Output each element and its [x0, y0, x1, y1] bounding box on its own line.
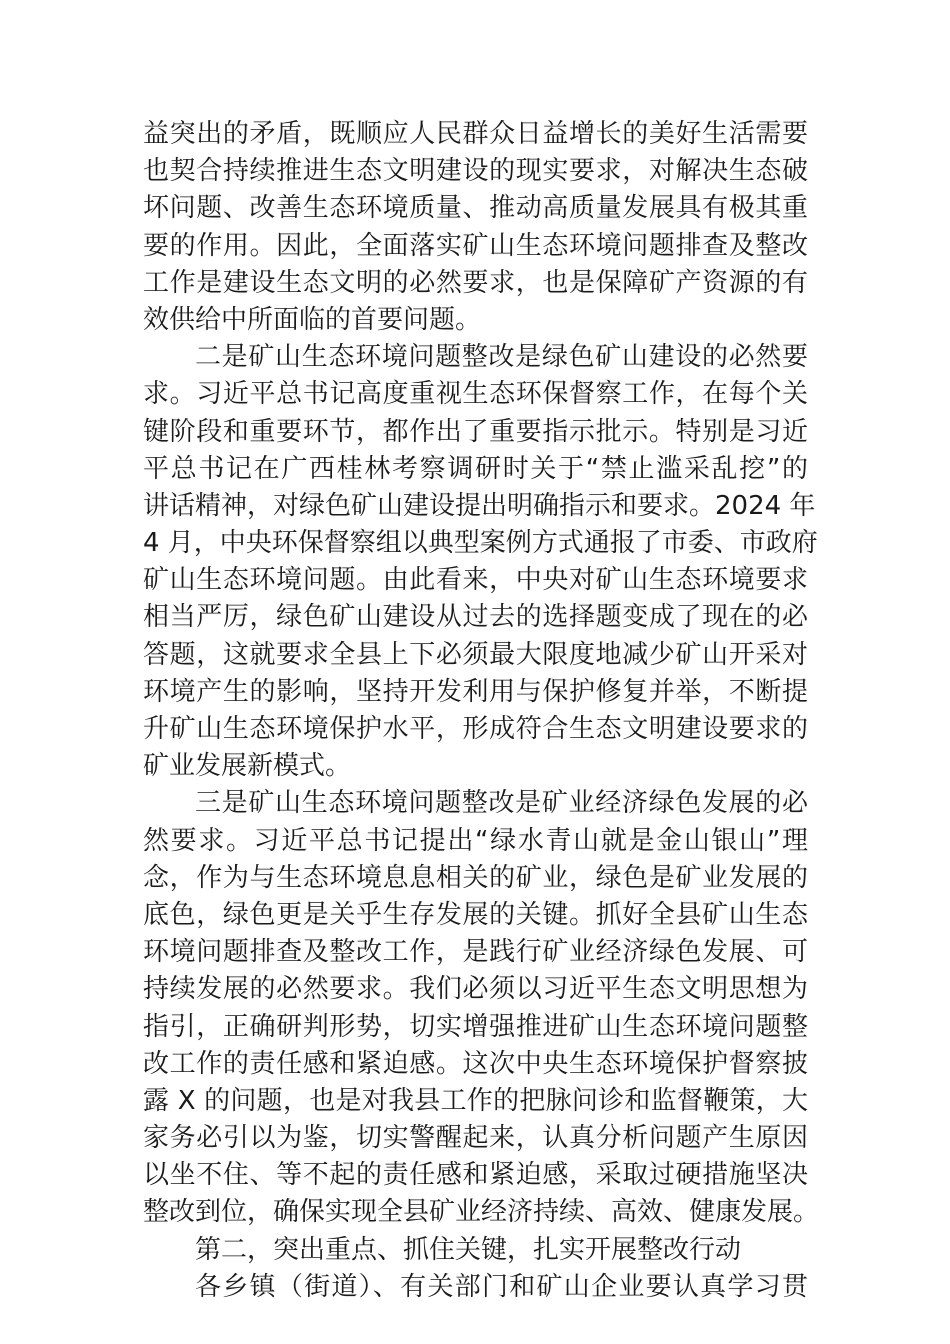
text-line: 环境产生的影响，坚持开发利用与保护修复并举，不断提 [143, 676, 808, 707]
text-line: 家务必引以为鉴，切实警醒起来，认真分析问题产生原因 [143, 1123, 808, 1154]
text-line: 整改到位，确保实现全县矿业经济持续、高效、健康发展。 [143, 1197, 820, 1228]
text-line: 讲话精神，对绿色矿山建设提出明确指示和要求。2024 年 [143, 490, 816, 521]
paragraph-start-line: 二是矿山生态环境问题整改是绿色矿山建设的必然要 [195, 342, 808, 373]
text-line: 持续发展的必然要求。我们必须以习近平生态文明思想为 [143, 974, 808, 1005]
text-line: 念，作为与生态环境息息相关的矿业，绿色是矿业发展的 [143, 862, 808, 893]
text-line: 环境问题排查及整改工作，是践行矿业经济绿色发展、可 [143, 937, 808, 968]
text-line: 然要求。习近平总书记提出“绿水青山就是金山银山”理 [143, 825, 808, 856]
text-line: 答题，这就要求全县上下必须最大限度地减少矿山开采对 [143, 639, 808, 670]
text-line: 相当严厉，绿色矿山建设从过去的选择题变成了现在的必 [143, 602, 808, 633]
text-line: 平总书记在广西桂林考察调研时关于“禁止滥采乱挖”的 [143, 453, 808, 484]
text-line: 指引，正确研判形势，切实增强推进矿山生态环境问题整 [143, 1011, 808, 1042]
paragraph-start-line: 三是矿山生态环境问题整改是矿业经济绿色发展的必 [195, 788, 808, 819]
text-line: 键阶段和重要环节，都作出了重要指示批示。特别是习近 [143, 416, 808, 447]
section-heading: 第二，突出重点、抓住关键，扎实开展整改行动 [195, 1234, 742, 1265]
text-line: 工作是建设生态文明的必然要求，也是保障矿产资源的有 [143, 267, 808, 298]
text-line: 升矿山生态环境保护水平，形成符合生态文明建设要求的 [143, 714, 808, 744]
text-line: 要的作用。因此，全面落实矿山生态环境问题排查及整改 [143, 230, 808, 261]
text-line: 效供给中所面临的首要问题。 [143, 304, 482, 335]
paragraph-start-line: 各乡镇（街道）、有关部门和矿山企业要认真学习贯 [195, 1271, 808, 1302]
text-line: 矿业发展新模式。 [143, 751, 352, 782]
text-line: 益突出的矛盾，既顺应人民群众日益增长的美好生活需要 [143, 119, 808, 149]
text-line: 4 月，中央环保督察组以典型案例方式通报了市委、市政府 [143, 528, 818, 559]
document-body [143, 116, 820, 1306]
text-line: 底色，绿色更是关乎生存发展的关键。抓好全县矿山生态 [143, 899, 808, 930]
text-line: 改工作的责任感和紧迫感。这次中央生态环境保护督察披 [143, 1048, 808, 1079]
text-line: 露 X 的问题，也是对我县工作的把脉问诊和监督鞭策，大 [143, 1085, 808, 1116]
text-line: 以坐不住、等不起的责任感和紧迫感，采取过硬措施坚决 [143, 1160, 808, 1191]
text-line: 也契合持续推进生态文明建设的现实要求，对解决生态破 [143, 156, 808, 187]
text-line: 坏问题、改善生态环境质量、推动高质量发展具有极其重 [143, 193, 808, 224]
text-line: 求。习近平总书记高度重视生态环保督察工作，在每个关 [143, 379, 808, 410]
text-line: 矿山生态环境问题。由此看来，中央对矿山生态环境要求 [143, 565, 808, 596]
